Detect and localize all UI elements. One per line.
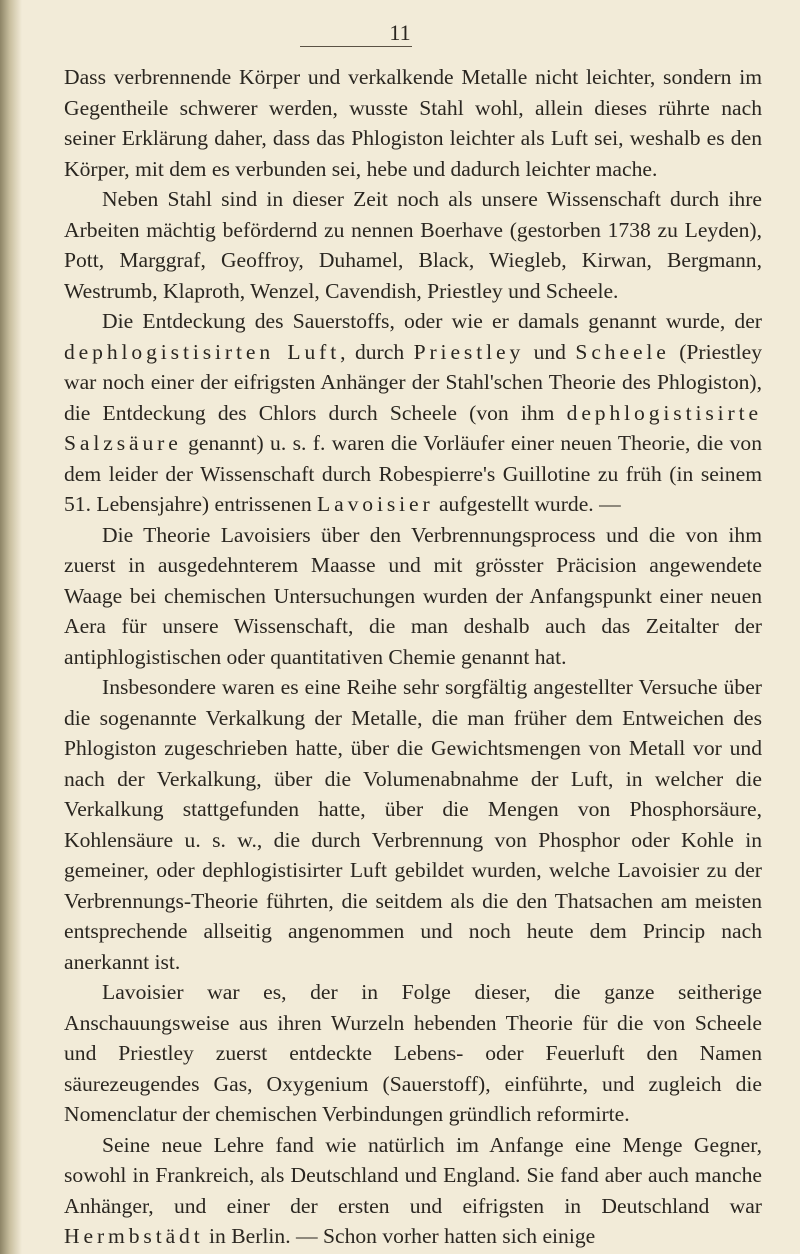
text-run: und	[524, 339, 576, 364]
text-run: Neben Stahl sind in dieser Zeit noch als unsere Wissenschaft durch ihre Arbeiten mächtig befördernd zu nennen Boerhave (gestorben 1738 zu Leyden), Pott, Marggraf, Geoffroy, Duhamel, Black, Wiegleb, Kirwan, Bergmann, Westrumb, Klaproth, Wenzel, Cavendish, Priestley und Scheele.	[64, 187, 762, 303]
text-run: Seine neue Lehre fand wie natürlich im Anfange eine Menge Gegner, sowohl in Frankreich, als Deutschland und England. Sie fand aber auch manche Anhänger, und einer der ersten und eifrigsten in Deutschland war	[64, 1132, 762, 1218]
spaced-emphasis: Hermbstädt	[64, 1224, 204, 1248]
text-run: , durch	[340, 339, 414, 364]
spaced-emphasis: Priestley	[413, 339, 525, 364]
text-run: (Priestley war noch einer der eifrigsten Anhänger der Stahl'schen Theorie des Phlogiston), die Entdeckung des Chlors durch Scheele (von ihm	[64, 339, 762, 425]
page-number: 11	[389, 20, 411, 45]
body-text	[64, 62, 762, 1252]
text-run: Die Theorie Lavoisiers über den Verbrennungsprocess und die von ihm zuerst in ausgedehnterem Maasse und mit grösster Präcision angewendete Waage bei chemischen Untersuchungen wurden der Anfangspunkt einer neuen Aera für unsere Wissenschaft, die man deshalb auch das Zeitalter der antiphlogistischen oder quantitativen Chemie genannt hat.	[64, 522, 762, 669]
page-edge-shadow	[0, 0, 22, 1254]
text-run: Dass verbrennende Körper und verkalkende Metalle nicht leichter, sondern im Gegentheile schwerer werden, wusste Stahl wohl, allein dieses rührte nach seiner Erklärung daher, dass das Phlogiston leichter als Luft sei, weshalb es den Körper, mit dem es verbunden sei, hebe und dadurch leichter mache.	[64, 65, 762, 181]
text-run: aufgestellt wurde. —	[433, 492, 621, 516]
text-run: Lavoisier war es, der in Folge dieser, die ganze seitherige Anschauungsweise aus ihren Wurzeln hebenden Theorie für die von Scheele und Priestley zuerst entdeckte Lebens- oder Feuerluft den Namen säurezeugendes Gas, Oxygenium (Sauerstoff), einführte, und zugleich die Nomenclatur der chemischen Verbindungen gründlich reformirte.	[64, 980, 762, 1126]
header-rule	[300, 46, 412, 47]
paragraph-3	[64, 306, 762, 520]
paragraph-1	[64, 62, 762, 184]
text-run: Insbesondere waren es eine Reihe sehr sorgfältig angestellter Versuche über die sogenannte Verkalkung der Metalle, die man früher dem Entweichen des Phlogiston zugeschrieben hatte, über die Gewichtsmengen von Metall vor und nach der Verkalkung, über die Volumenabnahme der Luft, in welcher die Verkalkung stattgefunden hatte, über die Mengen von Phosphorsäure, Kohlensäure u. s. w., die durch Verbrennung von Phosphor oder Kohle in gemeiner, oder dephlogistisirter Luft gebildet wurden, welche Lavoisier zu der Verbrennungs-Theorie führten, die seitdem als die den Thatsachen am meisten entsprechende allseitig angenommen und noch heute dem Princip nach anerkannt ist.	[64, 675, 762, 974]
paragraph-4	[64, 520, 762, 673]
text-run: Die Entdeckung des Sauerstoffs, oder wie er damals genannt wurde, der	[102, 309, 762, 333]
paragraph-6	[64, 977, 762, 1130]
paragraph-7	[64, 1130, 762, 1252]
text-run: in Berlin. — Schon vorher hatten sich einige	[203, 1224, 596, 1248]
spaced-emphasis: Lavoisier	[317, 492, 434, 516]
paragraph-2	[64, 184, 762, 306]
paragraph-5	[64, 672, 762, 977]
spaced-emphasis: dephlogistisirte Salzsäure	[64, 400, 762, 455]
text-run: genannt) u. s. f. waren die Vorläufer einer neuen Theorie, die von dem leider der Wissenschaft durch Robespierre's Guillotine zu früh (in seinem 51. Lebensjahre) entrissenen	[64, 431, 762, 516]
spaced-emphasis: Scheele	[575, 339, 670, 364]
spaced-emphasis: dephlogistisirten Luft	[64, 339, 341, 364]
